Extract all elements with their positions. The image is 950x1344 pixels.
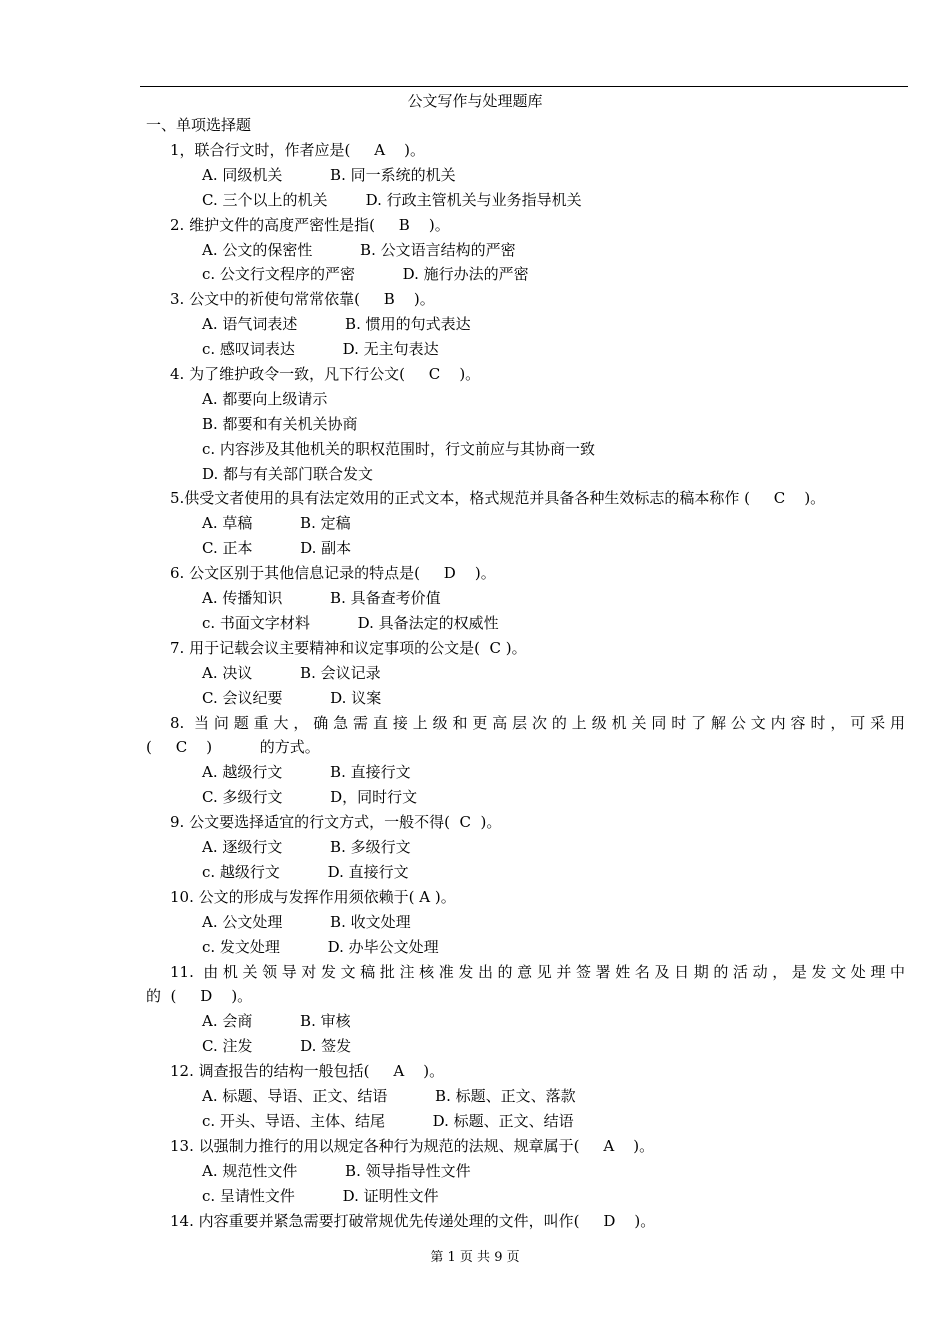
answer-options: c. 发文处理 D. 办毕公文处理 <box>202 938 439 956</box>
question-stem: 1，联合行文时，作者应是( A )。 <box>170 141 425 159</box>
answer-options: c. 开头、导语、主体、结尾 D. 标题、正文、结语 <box>202 1112 574 1130</box>
question-stem: 4. 为了维护政令一致，凡下行公文( C )。 <box>170 365 481 383</box>
document-title: 公文写作与处理题库 <box>407 92 543 110</box>
answer-options: A. 会商 B. 审核 <box>202 1012 351 1030</box>
question-stem: 7. 用于记载会议主要精神和议定事项的公文是( C )。 <box>170 639 527 657</box>
answer-options: A. 越级行文 B. 直接行文 <box>202 763 411 781</box>
answer-options: A. 都要向上级请示 <box>202 390 328 408</box>
question-stem: 3. 公文中的祈使句常常依靠( B )。 <box>170 290 435 308</box>
answer-options: c. 感叹词表达 D. 无主句表达 <box>202 340 439 358</box>
question-stem: 12. 调查报告的结构一般包括( A )。 <box>170 1062 445 1080</box>
answer-options: A. 公文处理 B. 收文处理 <box>202 913 411 931</box>
question-stem: 13. 以强制力推行的用以规定各种行为规范的法规、规章属于( A )。 <box>170 1137 655 1155</box>
answer-options: C. 正本 D. 副本 <box>202 539 352 557</box>
answer-options: A. 草稿 B. 定稿 <box>202 514 351 532</box>
question-stem: 14. 内容重要并紧急需要打破常规优先传递处理的文件，叫作( D )。 <box>170 1212 656 1230</box>
answer-options: c. 呈请性文件 D. 证明性文件 <box>202 1187 439 1205</box>
answer-options: c. 公文行文程序的严密 D. 施行办法的严密 <box>202 265 529 283</box>
answer-options: A. 同级机关 B. 同一系统的机关 <box>202 166 456 184</box>
question-stem: 5.供受文者使用的具有法定效用的正式文本，格式规范并具备各种生效标志的稿本称作 ( C )。 <box>170 489 826 507</box>
question-stem-continued: ( C ) 的方式。 <box>146 738 320 756</box>
answer-options: c. 越级行文 D. 直接行文 <box>202 863 409 881</box>
section-title: 一、单项选择题 <box>146 116 252 134</box>
answer-options: A. 规范性文件 B. 领导指导性文件 <box>202 1162 471 1180</box>
answer-options: A. 语气词表述 B. 惯用的句式表达 <box>202 315 471 333</box>
question-stem: 6. 公文区别于其他信息记录的特点是( D )。 <box>170 564 496 582</box>
question-stem-continued: 的 ( D )。 <box>146 987 253 1005</box>
question-stem: 11. 由机关领导对发文稿批注核准发出的意见并签署姓名及日期的活动，是发文处理中 <box>170 963 905 981</box>
page-footer: 第 1 页 共 9 页 <box>430 1250 520 1265</box>
header-rule <box>140 86 908 87</box>
answer-options: B. 都要和有关机关协商 <box>202 415 358 433</box>
answer-options: A. 逐级行文 B. 多级行文 <box>202 838 411 856</box>
answer-options: C. 注发 D. 签发 <box>202 1037 352 1055</box>
question-stem: 8. 当问题重大，确急需直接上级和更高层次的上级机关同时了解公文内容时，可采用 <box>170 714 905 732</box>
question-stem: 2. 维护文件的高度严密性是指( B )。 <box>170 216 450 234</box>
answer-options: C. 会议纪要 D. 议案 <box>202 689 382 707</box>
answer-options: C. 三个以上的机关 D. 行政主管机关与业务指导机关 <box>202 191 582 209</box>
answer-options: c. 书面文字材料 D. 具备法定的权威性 <box>202 614 499 632</box>
answer-options: A. 传播知识 B. 具备查考价值 <box>202 589 441 607</box>
answer-options: C. 多级行文 D，同时行文 <box>202 788 418 806</box>
answer-options: A. 公文的保密性 B. 公文语言结构的严密 <box>202 241 516 259</box>
answer-options: A. 标题、导语、正文、结语 B. 标题、正文、落款 <box>202 1087 576 1105</box>
answer-options: c. 内容涉及其他机关的职权范围时，行文前应与其协商一致 <box>202 440 595 458</box>
question-stem: 10. 公文的形成与发挥作用须依赖于( A )。 <box>170 888 456 906</box>
answer-options: A. 决议 B. 会议记录 <box>202 664 381 682</box>
question-stem: 9. 公文要选择适宜的行文方式，一般不得( C )。 <box>170 813 502 831</box>
answer-options: D. 都与有关部门联合发文 <box>202 465 374 483</box>
